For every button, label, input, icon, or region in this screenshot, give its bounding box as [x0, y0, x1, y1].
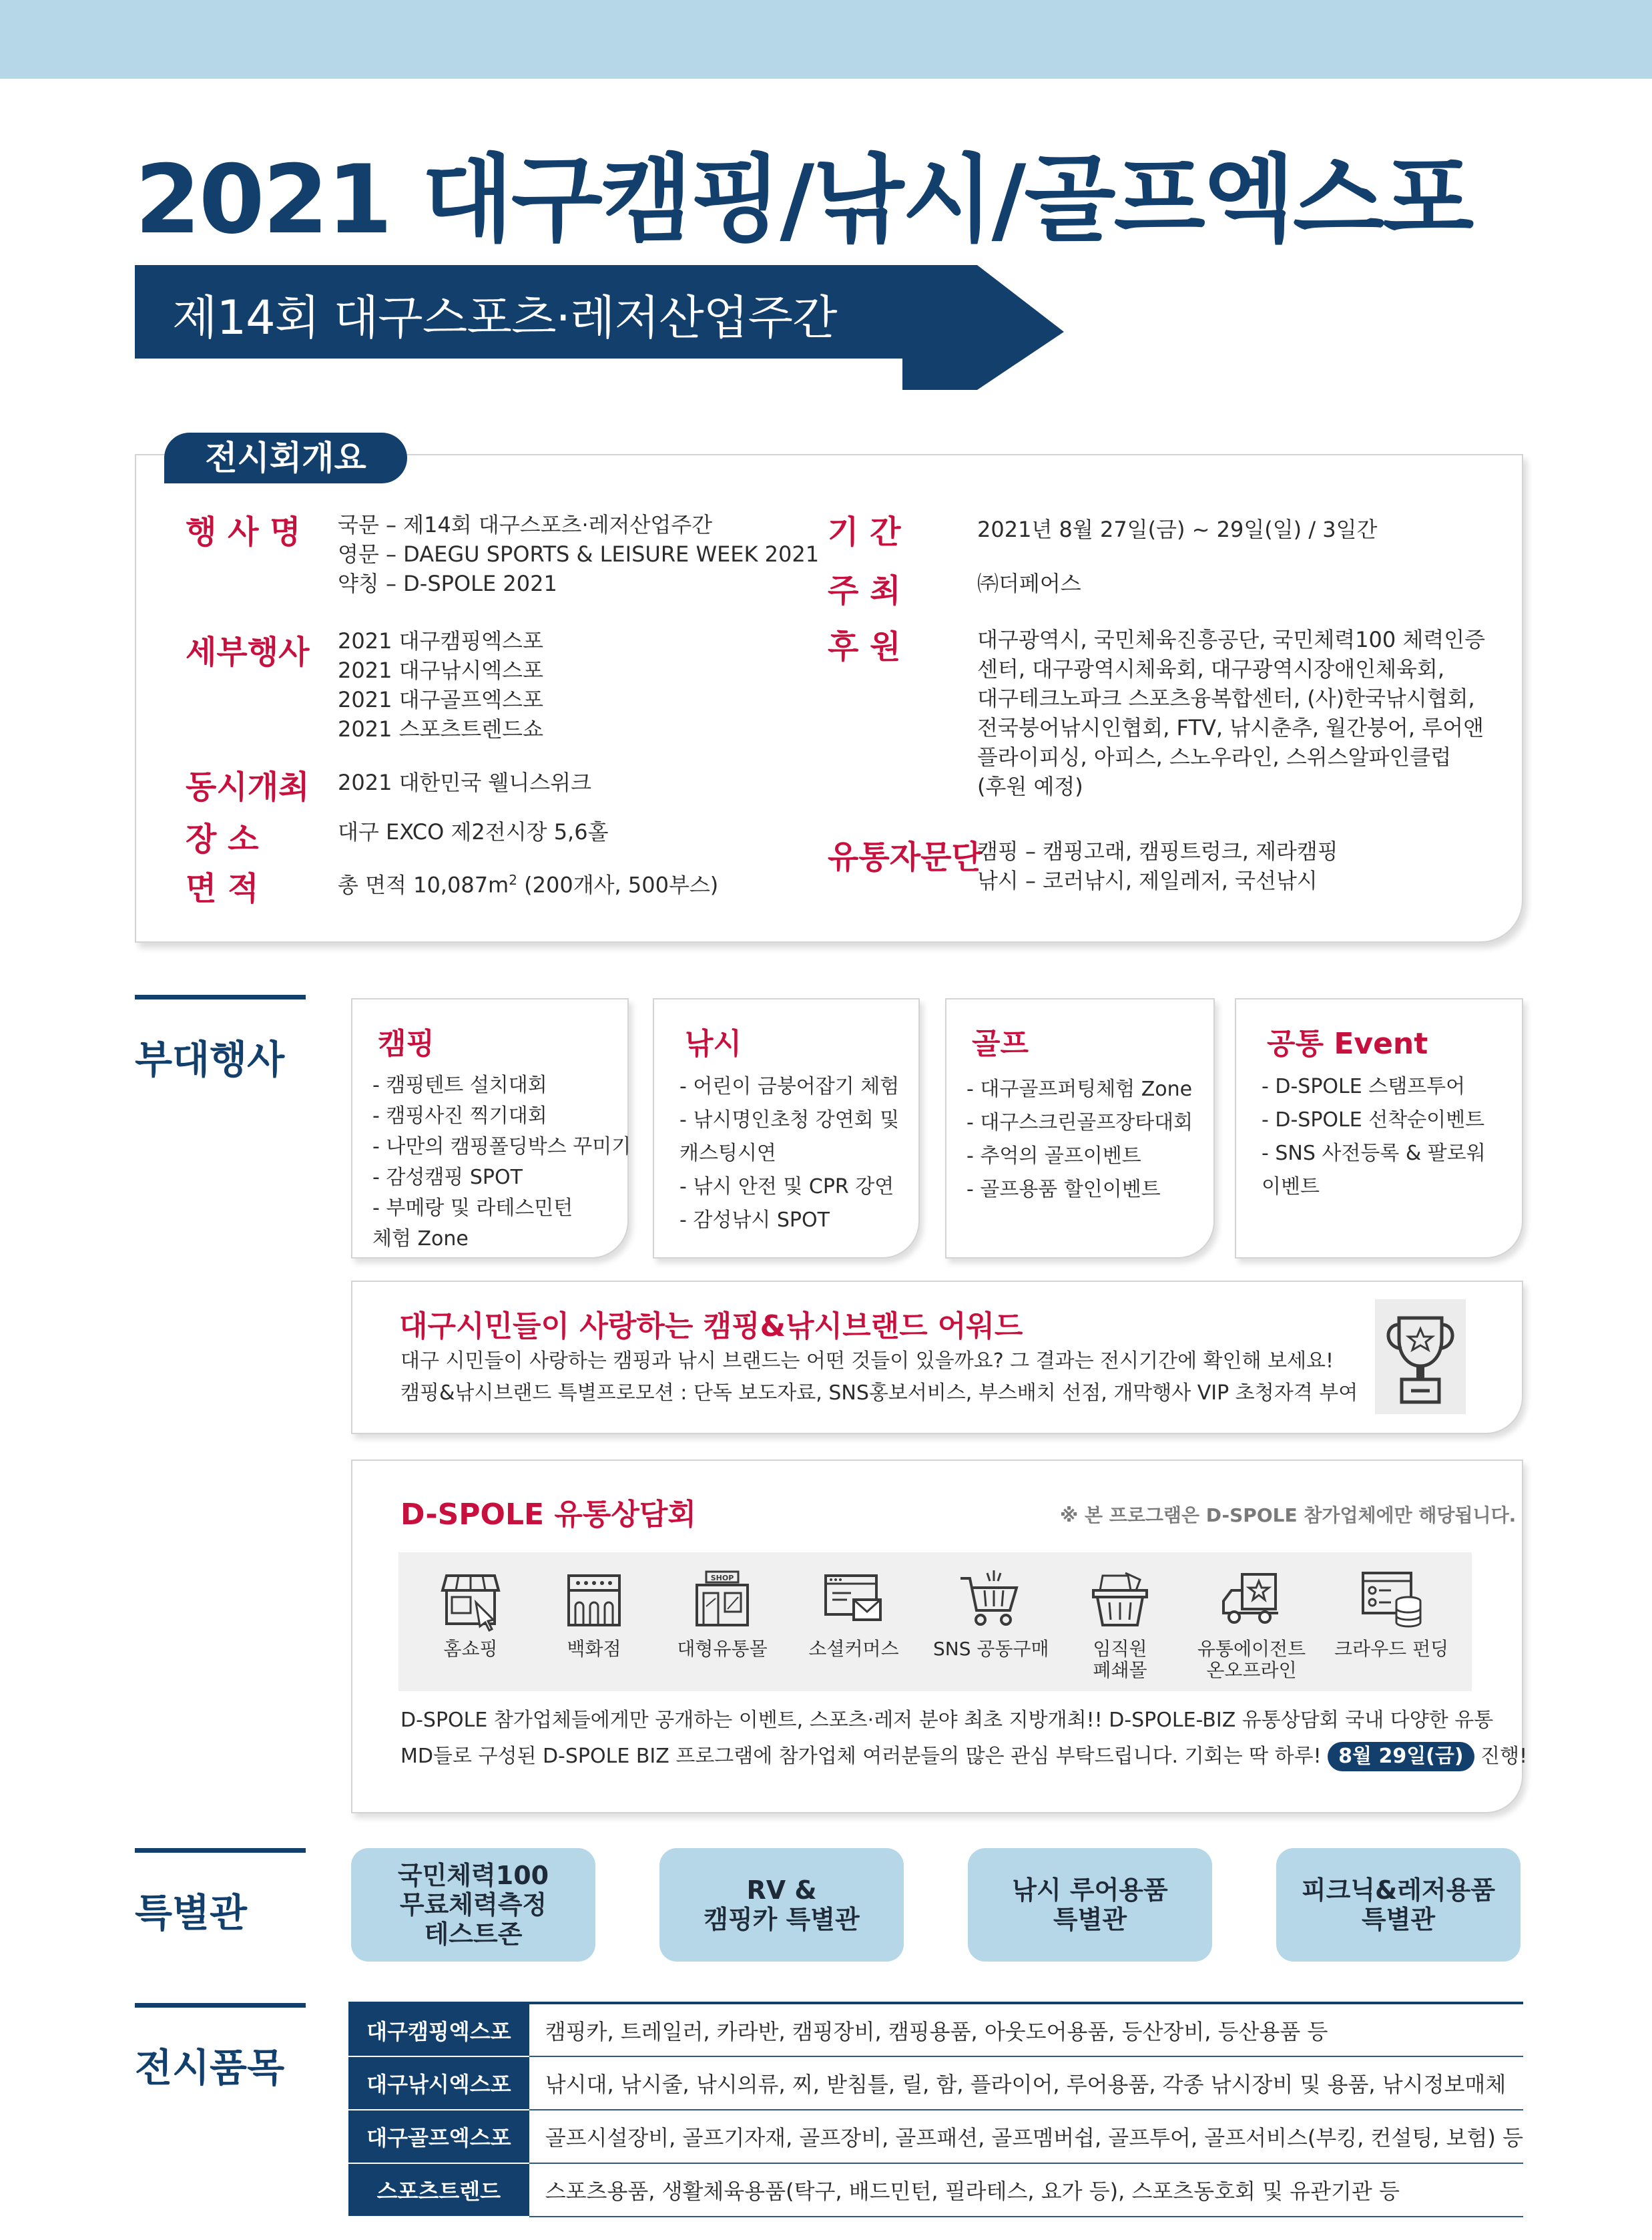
table-row — [348, 2056, 1523, 2110]
card-title: 캠핑 — [378, 1027, 435, 1061]
advisors-value: 캠핑 – 캠핑고래, 캠핑트렁크, 제라캠핑 낚시 – 코러낚시, 제일레저, 국선낚시 — [977, 839, 1338, 893]
period-value: 2021년 8월 27일(금) ~ 29일(일) / 3일간 — [977, 517, 1378, 542]
card-title: 공통 Event — [1267, 1027, 1428, 1061]
venue-label: 장 소 — [186, 821, 259, 858]
card-list: - 대구골프퍼팅체험 Zone - 대구스크린골프장타대회 - 추억의 골프이벤트 - 골프용품 할인이벤트 — [967, 1078, 1193, 1201]
item-category: 대구낚시엑스포 — [348, 2056, 529, 2110]
card-list: - 어린이 금붕어잡기 체험 - 낚시명인초청 강연회 및 캐스팅시연 - 낚시 안전 및 CPR 강연 - 감성낚시 SPOT — [679, 1075, 900, 1232]
channel-employee-mall: 임직원 폐쇄몰 — [1063, 1566, 1177, 1681]
event-name-value: 국문 – 제14회 대구스포츠·레저산업주간 영문 – DAEGU SPORTS & LEISURE WEEK 2021 약칭 – D-SPOLE 2021 — [338, 512, 820, 596]
crowdfunding-icon — [1358, 1566, 1424, 1633]
period-label: 기 간 — [828, 513, 901, 551]
sub-events-value: 2021 대구캠핑엑스포 2021 대구낚시엑스포 2021 대구골프엑스포 2021 스포츠트렌드쇼 — [338, 628, 543, 742]
item-category: 대구캠핑엑스포 — [348, 2003, 529, 2056]
venue-value: 대구 EXCO 제2전시장 5,6홀 — [338, 819, 609, 845]
biz-note: ※ 본 프로그램은 D-SPOLE 참가업체에만 해당됩니다. — [1060, 1504, 1517, 1526]
special-hall-rv: RV & 캠핑카 특별관 — [659, 1848, 904, 1962]
special-hall-fitness: 국민체력100 무료체력측정 테스트존 — [351, 1848, 595, 1962]
section-divider — [135, 995, 306, 999]
special-hall-lure: 낚시 루어용품 특별관 — [968, 1848, 1212, 1962]
area-value: 총 면적 $10,087m^2$ (200개사, 500부스) — [338, 872, 719, 898]
concurrent-value: 2021 대한민국 웰니스위크 — [338, 770, 591, 795]
basket-icon — [1087, 1566, 1153, 1633]
table-row — [348, 2003, 1523, 2056]
social-commerce-icon — [820, 1566, 887, 1633]
date-badge: 8월 29일(금) — [1328, 1742, 1474, 1771]
channel-crowdfunding: 크라우드 펀딩 — [1334, 1566, 1448, 1660]
special-hall-picnic: 피크닉&레저용품 특별관 — [1276, 1848, 1521, 1962]
advisors-label: 유통자문단 — [828, 839, 983, 876]
sub-events-label: 세부행사 — [186, 634, 310, 671]
biz-description: D-SPOLE 참가업체들에게만 공개하는 이벤트, 스포츠·레저 분야 최초 지방개최!! D-SPOLE-BIZ 유통상담회 국내 다양한 유통 MD들로 구성된 D-SPOLE BIZ 프로그램에 참가업체 여러분들의 많은 관심 부탁드립니다. 기회는 딱 하루! 8월 29일(금) 진행! — [400, 1703, 1527, 1775]
page-title: 2021 대구캠핑/낚시/골프엑스포 — [135, 145, 1472, 255]
card-common-event — [1235, 998, 1523, 1259]
sponsor-value: 대구광역시, 국민체육진흥공단, 국민체력100 체력인증 센터, 대구광역시체육회, 대구광역시장애인체육회, 대구테크노파크 스포츠융복합센터, (사)한국낚시협회, 전국붕어낚시인협회, FTV, 낚시춘추, 월간붕어, 루어앤 플라이피싱, 아피스, 스노우라인, 스위스알파인클럽 (후원 예정) — [977, 627, 1486, 799]
side-events-heading: 부대행사 — [135, 1037, 285, 1082]
overview-tab: 전시회개요 — [164, 433, 407, 483]
channel-home-shopping: 홈쇼핑 — [414, 1566, 527, 1660]
card-list: - D-SPOLE 스탬프투어 - D-SPOLE 선착순이벤트 - SNS 사전등록 & 팔로워 이벤트 — [1262, 1075, 1486, 1198]
section-divider — [135, 1848, 306, 1853]
delivery-truck-icon — [1218, 1566, 1285, 1633]
card-golf — [945, 998, 1215, 1259]
host-value: ㈜더페어스 — [977, 571, 1081, 596]
card-title: 낚시 — [685, 1027, 742, 1061]
sponsor-label: 후 원 — [828, 628, 901, 666]
department-store-icon — [561, 1566, 627, 1633]
channel-sns-group-buying: SNS 공동구매 — [933, 1566, 1047, 1660]
home-shopping-icon — [437, 1566, 504, 1633]
channel-distribution-agent: 유통에이전트 온오프라인 — [1195, 1566, 1308, 1681]
table-row — [348, 2110, 1523, 2163]
event-name-label: 행 사 명 — [186, 513, 301, 551]
special-heading: 특별관 — [135, 1890, 248, 1936]
table-row — [348, 2163, 1523, 2217]
card-camping — [351, 998, 629, 1259]
channel-mall: SHOP 대형유통몰 — [665, 1566, 779, 1660]
item-category: 스포츠트렌드 — [348, 2163, 529, 2217]
item-description: 낚시대, 낚시줄, 낚시의류, 찌, 받침틀, 릴, 함, 플라이어, 루어용품, 각종 낚시장비 및 용품, 낚시정보매체 — [529, 2056, 1523, 2110]
item-category: 대구골프엑스포 — [348, 2110, 529, 2163]
item-description: 스포츠용품, 생활체육용품(탁구, 배드민턴, 필라테스, 요가 등), 스포츠동호회 및 유관기관 등 — [529, 2163, 1523, 2217]
award-title: 대구시민들이 사랑하는 캠핑&낚시브랜드 어워드 — [399, 1309, 1023, 1343]
section-divider — [135, 2003, 306, 2008]
channel-department-store: 백화점 — [537, 1566, 651, 1660]
card-title: 골프 — [972, 1027, 1029, 1061]
award-text: 대구 시민들이 사랑하는 캠핑과 낚시 브랜드는 어떤 것들이 있을까요? 그 결과는 전시기간에 확인해 보세요! 캠핑&낚시브랜드 특별프로모션 : 단독 보도자료, SNS홍보서비스, 부스배치 선점, 개막행사 VIP 초청자격 부여 — [400, 1349, 1358, 1405]
cart-icon — [956, 1566, 1023, 1633]
exhibit-items-table — [348, 2002, 1523, 2217]
biz-title: D-SPOLE 유통상담회 — [400, 1498, 696, 1532]
item-description: 캠핑카, 트레일러, 카라반, 캠핑장비, 캠핑용품, 아웃도어용품, 등산장비, 등산용품 등 — [529, 2003, 1523, 2056]
host-label: 주 최 — [828, 572, 901, 610]
concurrent-label: 동시개최 — [186, 768, 310, 806]
subtitle: 제14회 대구스포츠·레저산업주간 — [172, 290, 837, 345]
area-label: 면 적 — [186, 870, 259, 907]
shop-icon — [689, 1566, 756, 1633]
item-description: 골프시설장비, 골프기자재, 골프장비, 골프패션, 골프멤버쉽, 골프투어, 골프서비스(부킹, 컨설팅, 보험) 등 — [529, 2110, 1523, 2163]
top-color-band — [0, 0, 1652, 79]
trophy-icon — [1375, 1299, 1466, 1414]
card-fishing — [653, 998, 920, 1259]
svg-text:SHOP: SHOP — [710, 1574, 734, 1582]
card-list: - 캠핑텐트 설치대회 - 캠핑사진 찍기대회 - 나만의 캠핑폴딩박스 꾸미기 - 감성캠핑 SPOT - 부메랑 및 라테스민턴 체험 Zone — [372, 1074, 631, 1251]
channel-social-commerce: 소셜커머스 — [797, 1566, 910, 1660]
items-heading: 전시품목 — [135, 2045, 285, 2090]
